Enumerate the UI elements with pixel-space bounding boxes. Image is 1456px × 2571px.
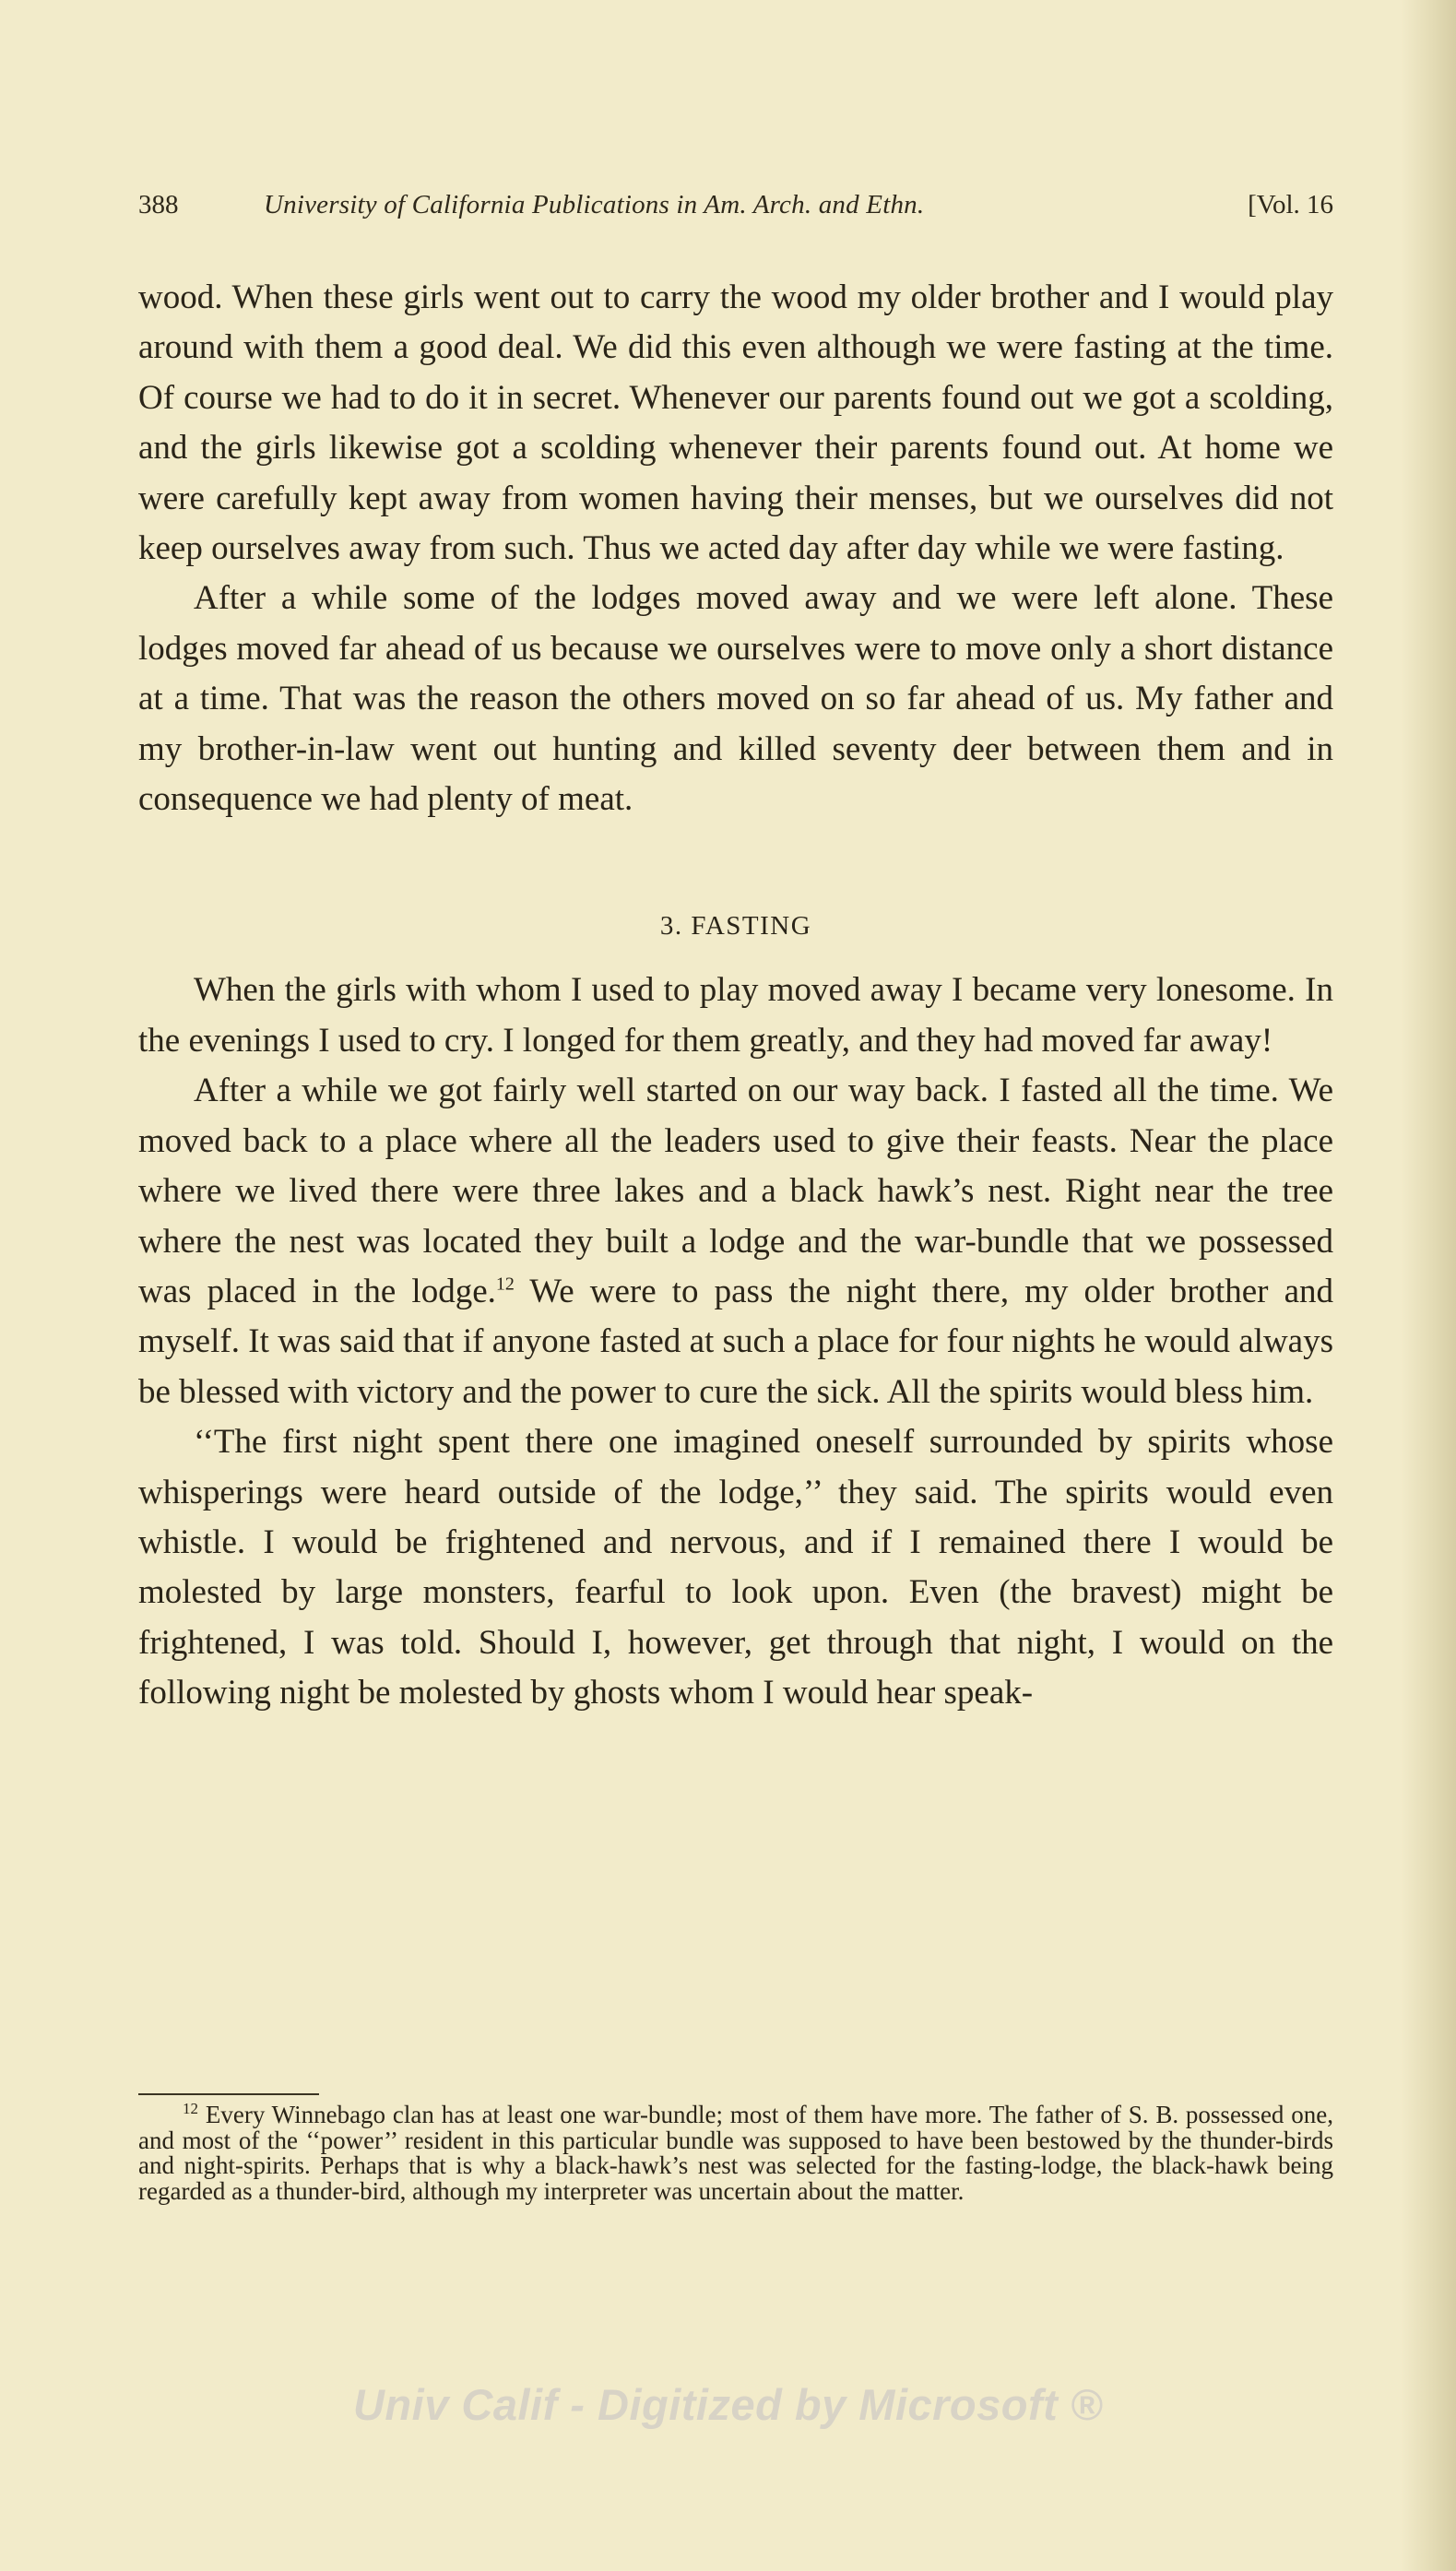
running-header	[138, 184, 1333, 225]
paragraph-text-after-ref: We were to pass the night there, my older brother and myself. It was said that if anyone fasted at such a place for four nights he would always be blessed with victory and the power to cure the sick. All the spirits would bless him.	[138, 1272, 1333, 1411]
volume-label: [Vol. 16	[1248, 190, 1333, 219]
page-edge-shadow	[1401, 0, 1456, 2571]
footnotes	[138, 2100, 1334, 2205]
footnote-text: Every Winnebago clan has at least one war-bundle; most of them have more. The father of S. B. possessed one, and most of the ‘‘power’’ resident in this particular bundle was supposed to have been bestowed by the thunder-birds and night-spirits. Perhaps that is why a black-hawk’s nest was selected for the fasting-lodge, the black-hawk being regarded as a thunder-bird, although my interpreter was uncertain about the matter.	[138, 2101, 1334, 2205]
digitization-watermark: Univ Calif - Digitized by Microsoft ®	[352, 2380, 1103, 2429]
page-number: 388	[138, 190, 179, 219]
running-title: University of California Publications in Am. Arch. and Ethn.	[264, 190, 925, 219]
paragraph-text-before-ref: After a while we got fairly well started on our way back. I fasted all the time. We moved back to a place where all the leaders used to give their feasts. Near the place where we lived there were three lakes and a black hawk’s nest. Right near the tree where the nest was located they built a lodge and the war-bundle that we possessed was placed in the lodge.	[138, 1072, 1333, 1310]
footnote-number: 12	[183, 2100, 198, 2117]
paragraph-continued: wood. When these girls went out to carry the wood my older brother and I would play around with them a good deal. We did this even although we were fasting at the time. Of course we had to do it in secret. Whenever our parents found out we got a scolding, and the girls likewise got a scolding whenever their parents found out. At home we were carefully kept away from women having their menses, but we ourselves did not keep ourselves away from such. Thus we acted day after day while we were fasting.	[138, 278, 1333, 568]
paragraph: ‘‘The first night spent there one imagined oneself surrounded by spirits whose whisperings were heard outside of the lodge,’’ they said. The spirits would even whistle. I would be frightened and nervous, and if I remained there I would be molested by large monsters, fearful to look upon. Even (the bravest) might be frightened, I was told. Should I, however, get through that night, I would on the following night be molested by ghosts whom I would hear speak-	[138, 1423, 1333, 1712]
paragraph: When the girls with whom I used to play moved away I became very lonesome. In the evenings I used to cry. I longed for them greatly, and they had moved far away!	[138, 971, 1333, 1060]
paragraph: After a while some of the lodges moved away and we were left alone. These lodges moved far ahead of us because we ourselves were to move only a short distance at a time. That was the reason the others moved on so far ahead of us. My father and my brother-in-law went out hunting and killed seventy deer between them and in consequence we had plenty of meat.	[138, 579, 1333, 819]
footnote-reference: 12	[495, 1274, 515, 1295]
section-heading: 3. FASTING	[659, 911, 812, 942]
footnote	[138, 2100, 1334, 2205]
main-text	[138, 273, 1333, 1719]
paragraph-with-footnote-ref	[138, 1066, 1333, 1417]
footnote-divider	[138, 2093, 319, 2095]
